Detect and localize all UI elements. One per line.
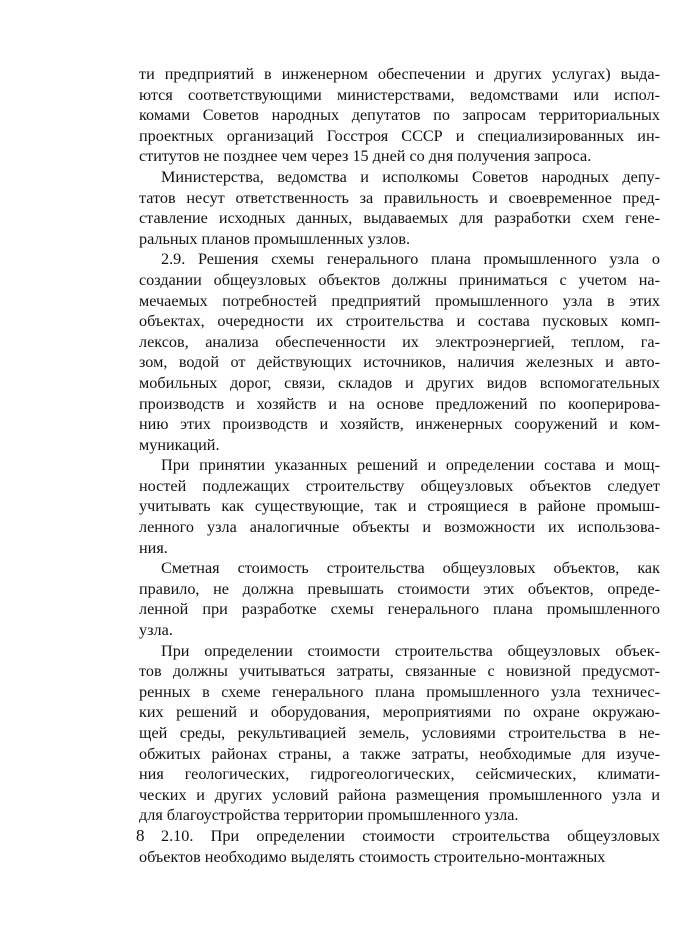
text-line: ностей подлежащих строительству общеузловых объектов следует xyxy=(139,476,660,495)
paragraph xyxy=(139,249,660,455)
text-line: нию этих производств и хозяйств, инженерных сооружений и ком- xyxy=(139,415,660,434)
paragraph xyxy=(139,167,660,249)
text-line: лексов, анализа обеспеченности их электроэнергией, теплом, га- xyxy=(139,332,660,351)
page-number: 8 xyxy=(136,826,145,845)
text-line: ральных планов промышленных узлов. xyxy=(139,229,411,248)
text-line: ются соответствующими министерствами, ведомствами или испол- xyxy=(139,85,660,104)
text-line: муникаций. xyxy=(139,435,220,454)
paragraph xyxy=(139,641,660,826)
text-line: щей среды, рекультивацией земель, условиями строительства в не- xyxy=(139,724,660,742)
text-line: ния геологических, гидрогеологических, сейсмических, климати- xyxy=(139,765,660,784)
text-line: обжитых районах страны, а также затраты, необходимые для изуче- xyxy=(139,744,660,763)
paragraph xyxy=(139,558,660,640)
text-line: Министерства, ведомства и исполкомы Советов народных депу- xyxy=(161,167,660,186)
text-line: ческих и других условий района размещения промышленного узла и xyxy=(139,785,660,804)
text-line: создании общеузловых объектов должны приниматься с учетом на- xyxy=(139,270,660,289)
text-line: правило, не должна превышать стоимости этих объектов, опреде- xyxy=(139,579,660,598)
text-line: ленного узла аналогичные объекты и возможности их использова- xyxy=(139,518,660,537)
text-line: ститутов не позднее чем через 15 дней со дня получения запроса. xyxy=(139,147,592,166)
paragraph xyxy=(139,64,660,167)
text-line: узла. xyxy=(139,621,173,640)
text-line: зом, водой от действующих источников, наличия железных и авто- xyxy=(139,353,660,372)
body-text xyxy=(139,64,660,867)
text-line: При определении стоимости строительства общеузловых объек- xyxy=(161,641,660,660)
paragraph xyxy=(139,455,660,558)
text-line: 2.10. При определении стоимости строительства общеузловых xyxy=(161,826,660,845)
text-line: комами Советов народных депутатов по запросам территориальных xyxy=(139,106,660,125)
text-line: мечаемых потребностей предприятий промышленного узла в этих xyxy=(139,291,660,310)
text-line: ренных в схеме генерального плана промышленного узла техничес- xyxy=(139,682,660,701)
text-line: мобильных дорог, связи, складов и других видов вспомогательных xyxy=(139,373,660,392)
text-line: для благоустройства территории промышленного узла. xyxy=(139,806,519,825)
text-line: тов должны учитываться затраты, связанные с новизной предусмот- xyxy=(139,662,660,681)
text-line: Сметная стоимость строительства общеузловых объектов, как xyxy=(161,559,660,578)
paragraph xyxy=(139,826,660,867)
text-line: При принятии указанных решений и определении состава и мощ- xyxy=(161,456,660,475)
text-line: учитывать как существующие, так и строящиеся в районе промыш- xyxy=(139,497,660,516)
text-line: ставление исходных данных, выдаваемых для разработки схем гене- xyxy=(139,209,660,228)
text-line: ния. xyxy=(139,538,168,557)
text-line: татов несут ответственность за правильность и своевременное пред- xyxy=(139,188,660,207)
text-line: 2.9. Решения схемы генерального плана промышленного узла о xyxy=(161,250,660,269)
text-line: производств и хозяйств и на основе предложений по кооперирова- xyxy=(139,394,660,413)
text-line: ти предприятий в инженерном обеспечении и других услугах) выда- xyxy=(139,65,660,83)
text-line: проектных организаций Госстроя СССР и специализированных ин- xyxy=(139,126,660,145)
text-line: ких решений и оборудования, мероприятиями по охране окружаю- xyxy=(139,703,660,722)
text-line: ленной при разработке схемы генерального плана промышленного xyxy=(139,600,660,619)
text-line: объектов необходимо выделять стоимость строительно-монтажных xyxy=(139,847,606,866)
text-line: объектах, очередности их строительства и состава пусковых комп- xyxy=(139,312,660,331)
